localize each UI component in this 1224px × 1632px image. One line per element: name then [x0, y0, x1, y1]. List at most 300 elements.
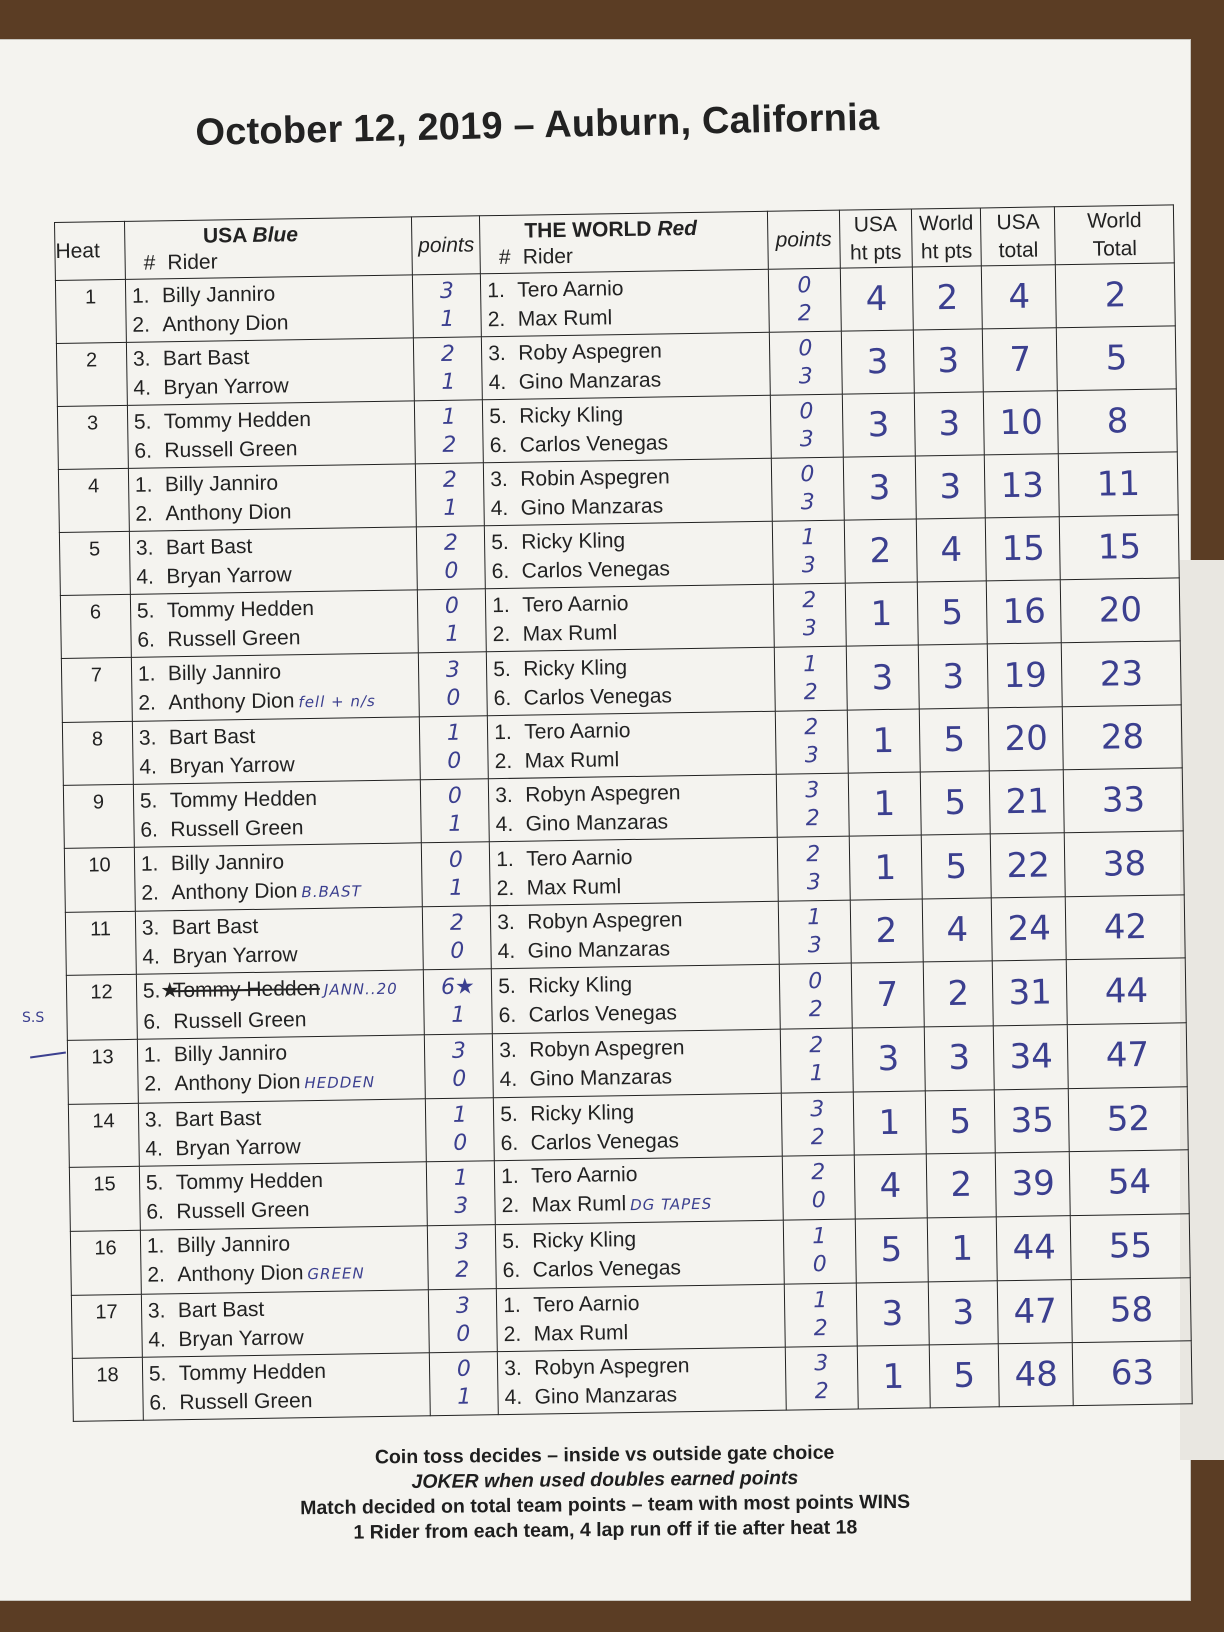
rider-number: 3. [488, 341, 506, 366]
world-heat-points-value: 1 [951, 1228, 974, 1270]
usa-running-total [991, 833, 1066, 898]
world-running-total-value: 23 [1099, 653, 1144, 695]
usa-heat-points [841, 330, 914, 394]
world-heat-points-value: 2 [950, 1164, 973, 1206]
rider-name: Robyn Aspegren [527, 908, 683, 935]
handwritten-note: DG TAPES [630, 1194, 713, 1215]
world-rider-line [490, 461, 771, 494]
usa-running-total-value: 35 [1010, 1100, 1055, 1141]
rider-name: Bryan Yarrow [169, 753, 295, 779]
handwritten-note: fell + n/s [298, 691, 376, 711]
rider-points: 1 [453, 1165, 469, 1191]
usa-running-total [992, 897, 1067, 961]
rider-points: 1 [452, 1102, 468, 1128]
usa-running-total-value: 22 [1006, 845, 1051, 886]
world-running-total [1071, 1213, 1191, 1279]
world-heat-points [922, 898, 993, 962]
usa-rider-line [133, 340, 414, 373]
rider-number: 1. [501, 1164, 519, 1189]
rider-number: 2. [496, 876, 515, 900]
world-rider-line [500, 1124, 781, 1157]
rider-number: 5. [502, 1230, 520, 1254]
rider-points: 2 [440, 341, 456, 367]
world-heat-points [924, 1025, 995, 1090]
heat-number: 13 [67, 1039, 138, 1104]
rider-number: 2. [138, 691, 157, 715]
world-rider-line [496, 870, 777, 903]
rider-name: Gino Manzaras [527, 937, 671, 964]
rider-points: 1 [449, 875, 464, 901]
usa-heat-points [848, 772, 921, 836]
rider-name: Robyn Aspegren [525, 781, 681, 807]
usa-heat-points [840, 267, 913, 331]
rider-points: 1 [809, 1061, 824, 1087]
rider-points: 0 [453, 1130, 468, 1156]
rider-number: 6. [140, 818, 159, 843]
rider-number: 3. [497, 911, 515, 935]
rider-points: 2 [813, 1315, 828, 1341]
rider-points: 2 [805, 806, 820, 832]
rider-name: Ricky Kling [532, 1228, 637, 1253]
margin-note: S.S [22, 1010, 45, 1026]
world-points [779, 964, 852, 1029]
usa-riders [139, 1161, 428, 1230]
rider-number: 3. [138, 726, 157, 751]
usa-points [424, 969, 493, 1034]
rider-points: 3 [801, 553, 816, 579]
usa-heat-points-value: 2 [875, 911, 898, 952]
rider-number: 4. [488, 370, 507, 395]
world-riders [483, 458, 772, 526]
rider-points: 1 [443, 495, 458, 522]
usa-points [413, 274, 482, 338]
world-heat-points-value: 3 [939, 466, 962, 508]
rider-number: 1. [494, 721, 512, 745]
world-heat-points-value: 3 [948, 1037, 971, 1079]
world-heat-points [925, 1089, 996, 1153]
world-rider-line [499, 1061, 780, 1094]
world-heat-points [913, 329, 984, 393]
usa-running-total [984, 391, 1059, 455]
rider-points: 1 [801, 525, 816, 551]
rider-points: 3 [451, 1038, 467, 1064]
usa-hash-header: # [143, 250, 156, 275]
world-rider-line [498, 968, 779, 1001]
header-world-ht-pts: World ht pts [911, 208, 982, 267]
world-rider-line [489, 427, 770, 460]
rider-number: 2. [501, 1193, 520, 1218]
rider-points: 1 [445, 621, 460, 648]
usa-riders [140, 1225, 429, 1294]
rider-number: 5. [491, 531, 509, 555]
usa-heat-points-value: 3 [877, 1038, 900, 1080]
world-running-total [1065, 831, 1185, 897]
rider-number: 5. [148, 1362, 167, 1386]
usa-running-total-value: 44 [1012, 1227, 1057, 1269]
world-riders [487, 711, 776, 779]
usa-points [417, 526, 486, 590]
rider-number: 3. [490, 468, 508, 492]
rider-number: 5. [145, 1171, 164, 1195]
world-running-total [1070, 1149, 1190, 1215]
usa-heat-points-value: 5 [880, 1230, 903, 1271]
usa-rider-line [136, 558, 417, 591]
handwritten-note: B.BAST [301, 882, 362, 902]
rider-name: Anthony Dion [165, 500, 292, 526]
rider-name: Anthony Dion [168, 689, 295, 714]
rider-name: Gino Manzaras [525, 810, 669, 836]
rider-number: 2. [132, 313, 151, 337]
rider-number: 2. [147, 1263, 166, 1287]
usa-running-total-value: 24 [1007, 908, 1052, 950]
footer-line-3: Match decided on total team points – team with most points WINS [300, 1490, 911, 1520]
usa-running-total [995, 1088, 1070, 1152]
header-usa [124, 217, 413, 280]
handwritten-note: GREEN [307, 1264, 365, 1284]
world-running-total [1064, 768, 1184, 833]
world-points [778, 900, 851, 964]
usa-heat-points-value: 1 [870, 594, 893, 635]
rider-number: 4. [490, 497, 509, 521]
usa-rider-line [134, 432, 415, 465]
usa-rider-line [135, 466, 416, 499]
world-running-total [1056, 263, 1176, 328]
rider-name: Max Ruml [531, 1192, 627, 1217]
world-heat-points-value: 2 [936, 277, 959, 319]
world-points [785, 1346, 858, 1410]
usa-running-total-value: 19 [1003, 655, 1048, 696]
rider-name: Tommy Hedden [172, 976, 321, 1003]
heat-number: 18 [72, 1357, 143, 1421]
rider-points: 2 [803, 679, 818, 705]
world-points [770, 394, 843, 458]
rider-number: 5. [493, 657, 511, 681]
usa-heat-points-value: 3 [867, 404, 890, 446]
rider-points: 3 [798, 364, 814, 390]
usa-running-total [989, 707, 1064, 771]
rider-points: 3 [799, 427, 814, 453]
rider-name: Carlos Venegas [528, 1001, 678, 1027]
rider-number: 6. [491, 560, 510, 584]
heat-number: 2 [56, 342, 127, 406]
usa-rider-line [140, 783, 421, 816]
rider-name: Russell Green [176, 1198, 310, 1224]
usa-running-total [985, 454, 1060, 518]
usa-rider-line [146, 1193, 427, 1226]
usa-riders [138, 1098, 427, 1166]
rider-points: 2 [809, 1033, 824, 1059]
usa-running-total-value: 4 [1008, 276, 1031, 318]
world-riders [485, 584, 774, 652]
world-riders [484, 521, 773, 589]
world-running-total [1059, 452, 1179, 517]
usa-points [415, 400, 484, 464]
rider-number: 6. [502, 1259, 521, 1283]
world-riders [489, 838, 778, 907]
world-hash-header: # [498, 245, 511, 269]
rules-footer [194, 1439, 1015, 1548]
world-running-total-value: 44 [1104, 970, 1149, 1012]
header-world-total: World Total [1055, 205, 1174, 265]
handwritten-note: HEDDEN [304, 1073, 376, 1093]
usa-running-total [983, 328, 1058, 392]
world-rider-line [503, 1286, 784, 1319]
world-riders [493, 1093, 782, 1161]
usa-riders [142, 1353, 431, 1421]
world-heat-points-value: 3 [937, 340, 960, 382]
usa-points [420, 716, 489, 780]
usa-running-total [982, 265, 1057, 329]
usa-rider-line [142, 939, 423, 972]
world-heat-points [926, 1152, 997, 1217]
rider-points: 2 [802, 588, 817, 614]
world-team-name: THE WORLD [524, 217, 652, 243]
world-running-total [1063, 705, 1183, 770]
world-rider-line [499, 1032, 780, 1065]
usa-running-total-value: 7 [1009, 339, 1032, 381]
world-rider-line [503, 1315, 784, 1348]
usa-running-total [996, 1151, 1071, 1216]
rider-name: Bart Bast [177, 1297, 265, 1322]
world-running-total-value: 33 [1101, 780, 1146, 821]
world-running-total-value: 11 [1096, 464, 1141, 505]
usa-heat-points [843, 456, 916, 520]
rider-name: Billy Janniro [167, 660, 282, 685]
rider-name: Billy Janniro [164, 471, 279, 497]
rider-name: Bart Bast [174, 1106, 262, 1131]
usa-rider-line [139, 720, 420, 753]
rider-name: Ricky Kling [528, 972, 633, 998]
rider-points: 3 [454, 1229, 470, 1256]
footer-line-4: 1 Rider from each team, 4 lap run off if tie after heat 18 [353, 1516, 858, 1544]
rider-number: 3. [499, 1038, 517, 1063]
world-points [776, 773, 849, 837]
usa-running-total [998, 1279, 1073, 1343]
usa-heat-points-value: 7 [876, 974, 899, 1016]
world-heat-points [915, 455, 986, 519]
rider-number: 6. [134, 439, 153, 463]
rider-points: 1 [448, 811, 463, 838]
heat-number: 15 [69, 1166, 140, 1231]
usa-riders [125, 275, 414, 343]
usa-rider-line [134, 403, 415, 436]
rider-number: 5.★ [142, 979, 180, 1003]
rider-name: Bart Bast [162, 345, 250, 371]
page-title: October 12, 2019 – Auburn, California [195, 96, 880, 154]
rider-points: 0 [447, 783, 463, 810]
rider-name: Roby Aspegren [518, 339, 663, 365]
usa-points [414, 337, 483, 401]
usa-running-total [997, 1215, 1072, 1280]
world-running-total [1058, 389, 1178, 454]
rider-name: Anthony Dion [174, 1070, 301, 1096]
usa-points [416, 463, 485, 527]
rider-name: Max Ruml [533, 1320, 629, 1346]
rider-points: 0 [444, 558, 459, 585]
world-riders [482, 332, 771, 400]
rider-name: Carlos Venegas [519, 431, 669, 457]
world-running-total-value: 5 [1105, 338, 1128, 379]
world-riders [492, 1029, 781, 1098]
world-running-total-value: 47 [1105, 1034, 1150, 1076]
usa-rider-line [135, 495, 416, 528]
world-points [781, 1092, 854, 1156]
usa-running-total [990, 770, 1065, 834]
rider-name: Bryan Yarrow [175, 1134, 301, 1160]
rider-points: 0 [800, 462, 815, 488]
rider-name: Ricky Kling [523, 655, 628, 681]
usa-points [427, 1160, 496, 1225]
rider-number: 4. [504, 1385, 523, 1409]
usa-rider-line [143, 972, 424, 1007]
rider-points: 3 [454, 1193, 469, 1219]
usa-heat-points [849, 835, 922, 900]
rider-number: 4. [136, 565, 155, 589]
world-points [769, 331, 842, 395]
rider-number: 1. [487, 278, 505, 303]
rider-number: 4. [148, 1328, 167, 1352]
rider-points: 2 [808, 996, 823, 1023]
rider-name: Gino Manzaras [520, 494, 664, 520]
rider-number: 5. [498, 974, 516, 999]
rider-points: 1 [813, 1287, 828, 1314]
rider-points: 3 [804, 743, 819, 769]
usa-running-total-value: 20 [1004, 718, 1049, 760]
rider-points: 0 [444, 593, 460, 620]
rider-name: Carlos Venegas [532, 1256, 682, 1282]
heat-number: 8 [62, 722, 133, 786]
header-usa-ht-pts: USA ht pts [839, 209, 912, 268]
rider-number: 2. [503, 1322, 522, 1346]
world-points [768, 268, 841, 332]
world-running-total [1066, 895, 1186, 960]
usa-rider-line [140, 812, 421, 845]
heat-number: 16 [70, 1230, 141, 1295]
rider-points: 0 [812, 1252, 827, 1278]
world-running-total-value: 42 [1103, 907, 1148, 949]
rider-name: Max Ruml [524, 748, 620, 773]
world-rider-line [501, 1187, 782, 1222]
rider-name: Tero Aarnio [526, 845, 633, 871]
world-points [774, 646, 847, 711]
rider-points: 0 [811, 1188, 826, 1214]
usa-running-total [994, 1024, 1069, 1089]
world-running-total [1069, 1086, 1189, 1151]
usa-running-total-value: 16 [1002, 591, 1047, 633]
rider-points: 2 [814, 1378, 829, 1405]
usa-riders [133, 780, 422, 848]
usa-heat-points [855, 1218, 928, 1283]
rider-name: Bart Bast [171, 915, 259, 940]
usa-rider-header: Rider [167, 249, 218, 274]
world-rider-line [488, 335, 769, 368]
rider-number: 6. [149, 1391, 168, 1415]
rider-points: 0 [446, 685, 461, 711]
rider-points: 1 [451, 1002, 466, 1028]
world-heat-points-value: 2 [947, 973, 970, 1015]
world-heat-points-value: 5 [953, 1355, 976, 1396]
rider-points: 2 [811, 1160, 826, 1186]
usa-points [423, 906, 492, 970]
rider-number: 1. [134, 473, 153, 497]
rider-points: 1 [441, 404, 457, 431]
rider-name: Billy Janniro [161, 282, 276, 308]
world-rider-line [495, 806, 776, 839]
world-running-total-value: 38 [1102, 843, 1147, 885]
usa-heat-points-value: 4 [865, 278, 888, 320]
usa-riders [129, 527, 418, 595]
world-riders [491, 965, 780, 1034]
rider-name: Tero Aarnio [517, 277, 624, 302]
rider-points: 2 [442, 467, 458, 494]
usa-points [421, 779, 490, 843]
world-rider-line [492, 587, 773, 620]
usa-rider-line [145, 1101, 426, 1134]
rider-number: 3. [132, 347, 151, 371]
world-heat-points-value: 5 [949, 1101, 972, 1142]
usa-riders [127, 401, 416, 469]
heat-number: 7 [61, 658, 132, 723]
rider-number: 6. [143, 1010, 162, 1034]
world-rider-line [504, 1379, 785, 1412]
rider-name: Russell Green [170, 816, 304, 842]
rider-name: Anthony Dion [177, 1261, 304, 1287]
world-heat-points [920, 771, 991, 835]
rider-name: Robyn Aspegren [529, 1036, 685, 1062]
rider-points: 0 [797, 273, 812, 299]
usa-rider-line [144, 1065, 425, 1100]
rider-points: 3 [802, 616, 817, 642]
rider-points: 3 [814, 1350, 829, 1377]
usa-heat-points [854, 1154, 927, 1219]
rider-points: 0 [808, 968, 823, 995]
usa-points [418, 589, 487, 653]
world-points [775, 710, 848, 774]
rider-number: 6. [493, 686, 512, 710]
world-heat-points [923, 961, 994, 1026]
world-heat-points [917, 581, 988, 645]
rider-number: 6. [498, 1003, 517, 1028]
usa-rider-line [149, 1384, 430, 1417]
world-rider-line [504, 1350, 785, 1383]
rider-points: 1 [812, 1224, 827, 1250]
rider-name: Max Ruml [517, 306, 613, 331]
rider-points: 2 [455, 1257, 470, 1284]
world-running-total-value: 55 [1108, 1226, 1153, 1267]
rider-number: 2. [135, 502, 154, 526]
rider-points: 2 [797, 301, 813, 327]
world-riders [490, 902, 779, 970]
rider-points: 3 [445, 657, 461, 683]
rider-name: Max Ruml [526, 875, 622, 900]
world-riders [497, 1347, 786, 1415]
rider-points: 1 [441, 369, 456, 395]
rider-name: Tommy Hedden [169, 787, 318, 813]
usa-rider-line [149, 1355, 430, 1388]
rider-name: Ricky Kling [519, 403, 624, 428]
usa-heat-points [851, 962, 924, 1027]
usa-riders [141, 1290, 430, 1358]
world-running-total-value: 28 [1100, 717, 1145, 758]
heat-number: 4 [58, 468, 129, 532]
world-rider-line [496, 841, 777, 874]
rider-points: 3 [806, 869, 821, 896]
world-heat-points [914, 392, 985, 456]
world-heat-points-value: 3 [942, 656, 965, 697]
rider-name: Russell Green [164, 437, 298, 463]
world-rider-line [492, 616, 773, 649]
rider-name: Tommy Hedden [178, 1359, 327, 1386]
